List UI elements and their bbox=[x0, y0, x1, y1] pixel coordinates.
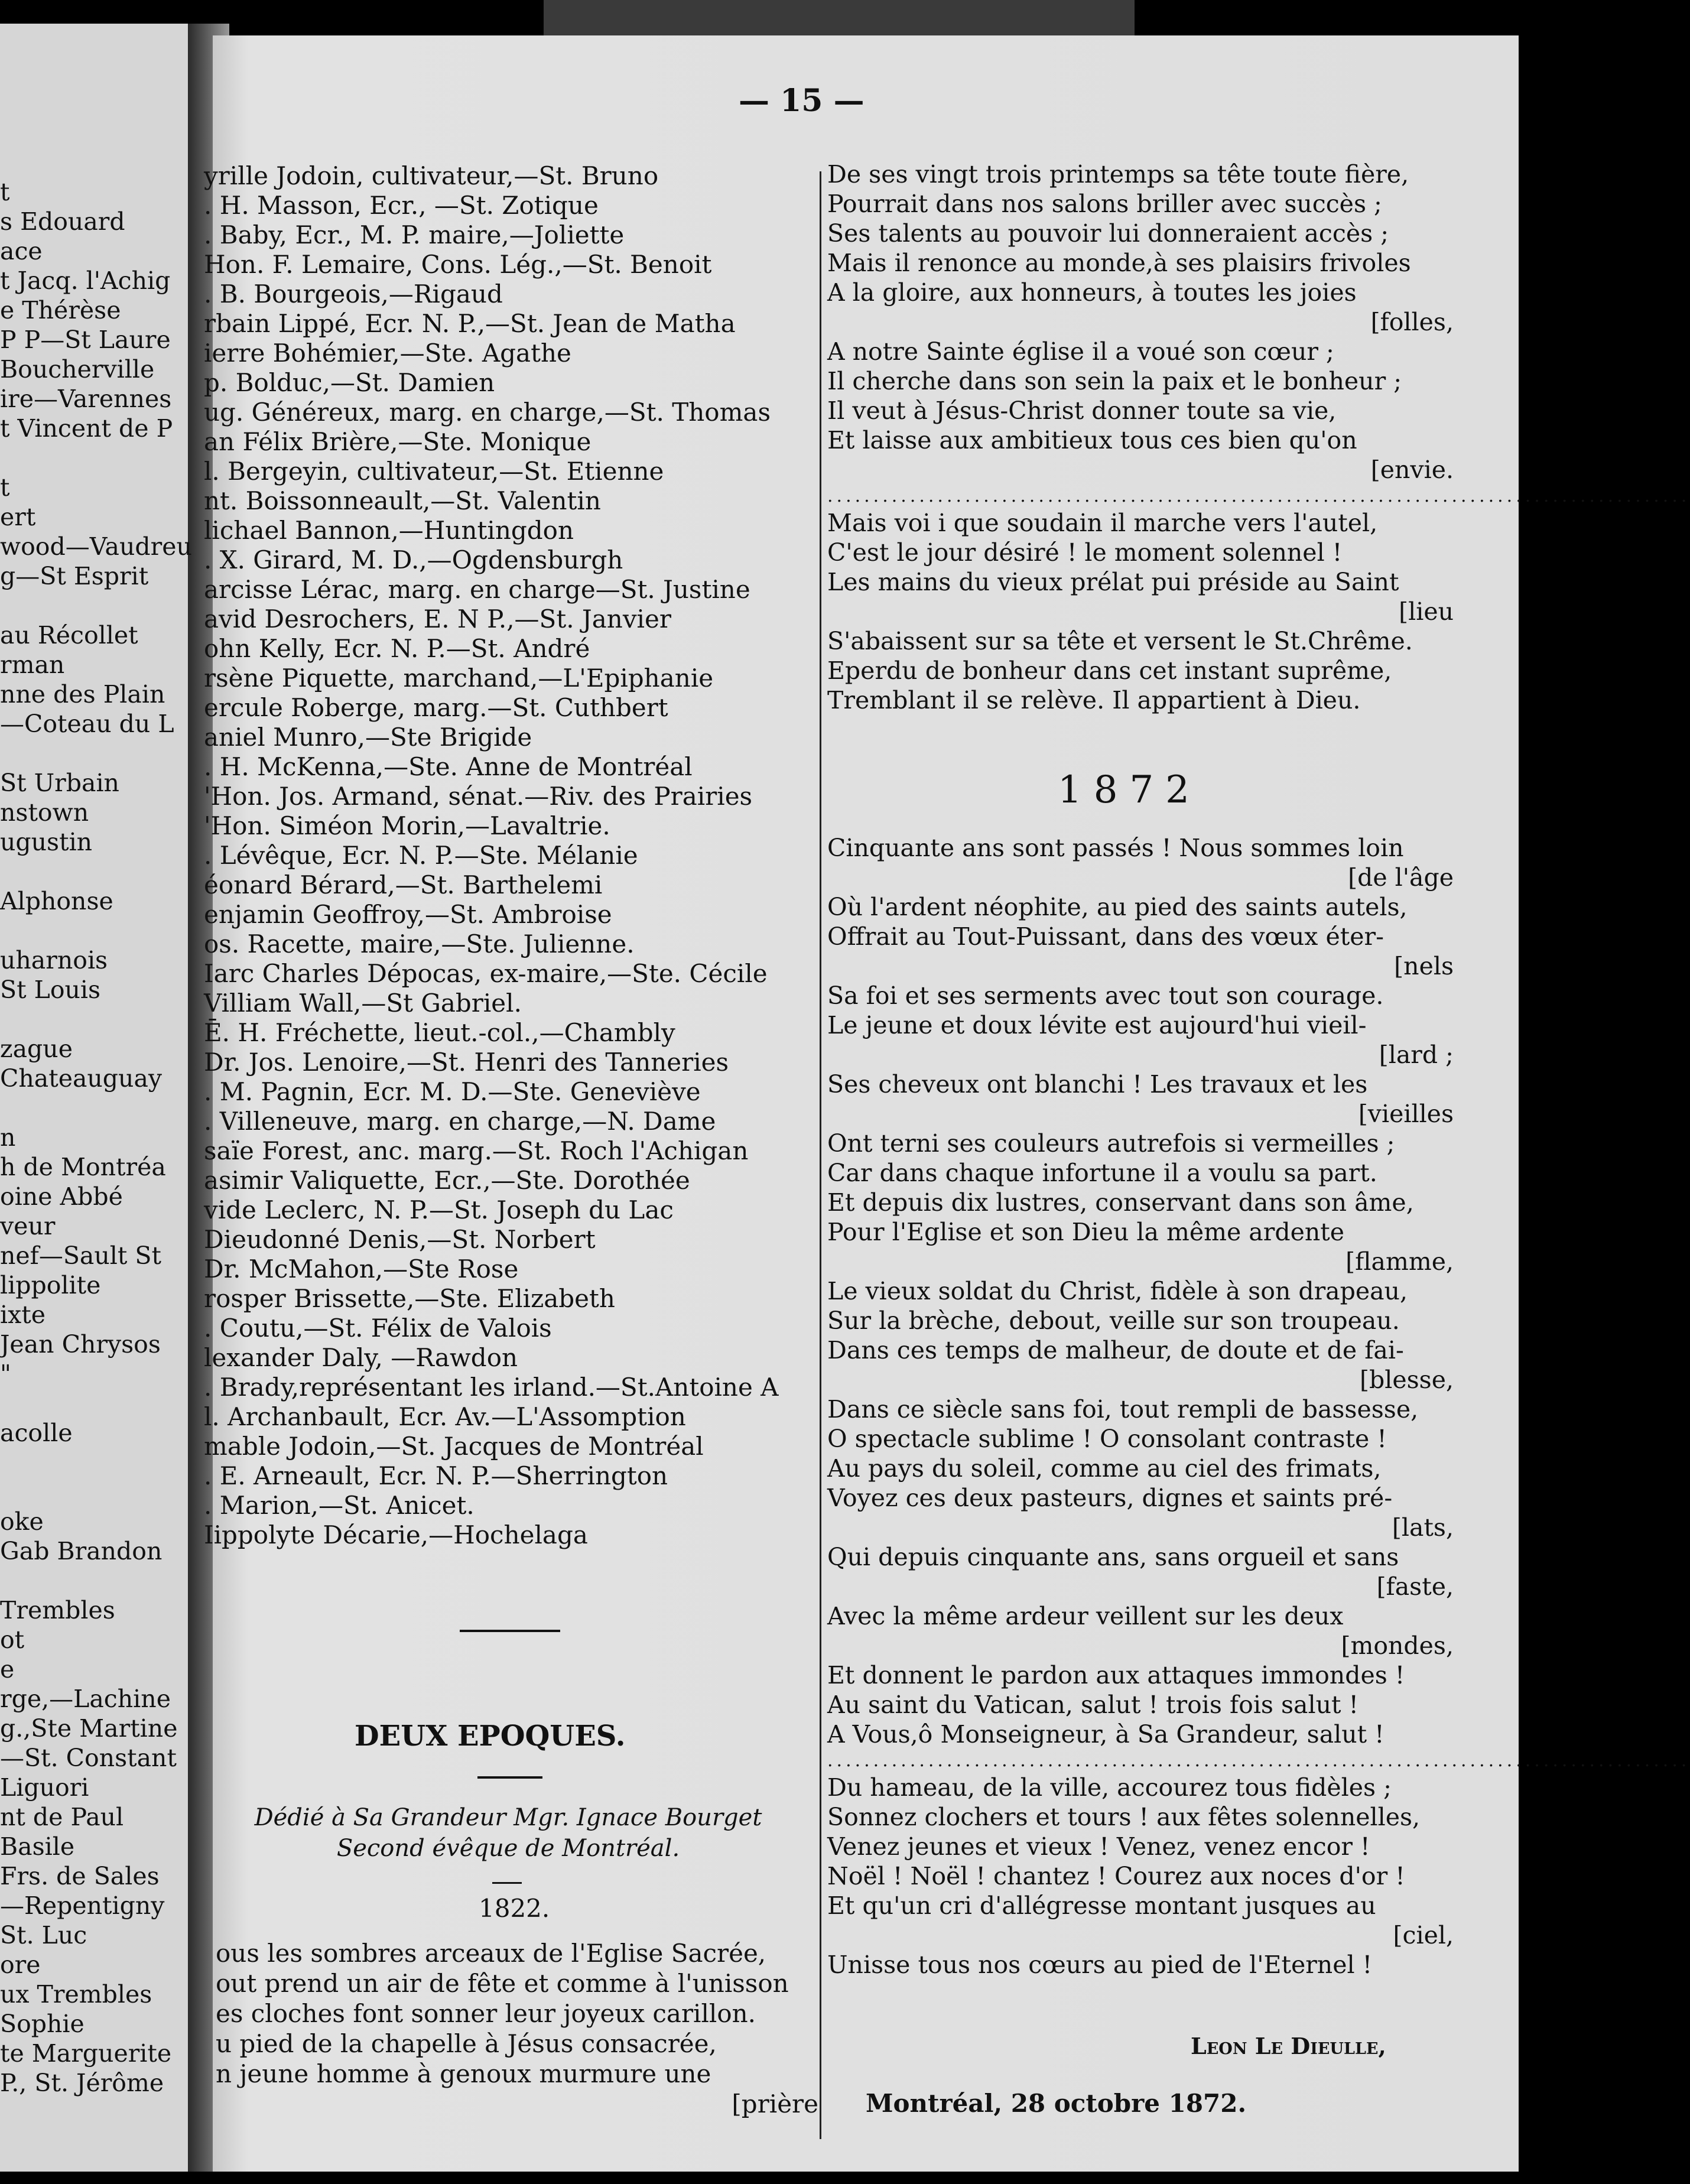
name-entry: enjamin Geoffroy,—St. Ambroise bbox=[204, 900, 612, 929]
poem-line: u pied de la chapelle à Jésus consacrée, bbox=[216, 2029, 717, 2058]
poem-line: out prend un air de fête et comme à l'unisson bbox=[216, 1969, 789, 1998]
left-fragment-line: t bbox=[0, 473, 10, 502]
poem-line: Car dans chaque infortune il a voulu sa part. bbox=[827, 1159, 1377, 1187]
name-entry: Dr. McMahon,—Ste Rose bbox=[204, 1254, 519, 1283]
left-fragment-line: ore bbox=[0, 1951, 41, 1979]
left-fragment-line: —St. Constant bbox=[0, 1744, 177, 1772]
left-fragment-line: St Urbain bbox=[0, 769, 119, 797]
poem-line: Voyez ces deux pasteurs, dignes et saints pré- bbox=[827, 1484, 1393, 1512]
left-fragment-line: ux Trembles bbox=[0, 1980, 152, 2008]
left-fragment-line bbox=[0, 739, 204, 768]
poem-line: [lieu bbox=[1399, 597, 1454, 626]
name-entry: ohn Kelly, Ecr. N. P.—St. André bbox=[204, 634, 590, 663]
name-entry: . Lévêque, Ecr. N. P.—Ste. Mélanie bbox=[204, 841, 638, 870]
poem-line: n jeune homme à genoux murmure une bbox=[216, 2059, 711, 2088]
left-fragment-line: ace bbox=[0, 237, 43, 265]
name-entry: lexander Daly, —Rawdon bbox=[204, 1343, 518, 1372]
poem-line: Et depuis dix lustres, conservant dans son âme, bbox=[827, 1188, 1414, 1217]
name-entry: vide Leclerc, N. P.—St. Joseph du Lac bbox=[204, 1195, 674, 1224]
left-fragment-line: P., St. Jérôme bbox=[0, 2069, 164, 2097]
left-fragment-line: ot bbox=[0, 1626, 25, 1654]
left-fragment-list bbox=[0, 177, 204, 2098]
name-entry: aniel Munro,—Ste Brigide bbox=[204, 723, 532, 752]
name-entry: éonard Bérard,—St. Barthelemi bbox=[204, 870, 603, 899]
name-entry: avid Desrochers, E. N P.,—St. Janvier bbox=[204, 604, 671, 633]
left-fragment-line: Basile bbox=[0, 1832, 75, 1861]
left-fragment-line: Boucherville bbox=[0, 355, 155, 384]
poem-line: es cloches font sonner leur joyeux carillon. bbox=[216, 1999, 756, 2028]
poem-line: Sur la brèche, debout, veille sur son troupeau. bbox=[827, 1306, 1400, 1335]
poem-line: S'abaissent sur sa tête et versent le St.Chrême. bbox=[827, 627, 1413, 655]
poem-line: Du hameau, de la ville, accourez tous fidèles ; bbox=[827, 1773, 1392, 1802]
left-fragment-line bbox=[0, 1005, 204, 1034]
name-entry: . Brady,représentant les irland.—St.Antoine A bbox=[204, 1373, 779, 1402]
left-fragment-line bbox=[0, 1093, 204, 1123]
left-fragment-line: lippolite bbox=[0, 1271, 101, 1299]
left-fragment-line: Sophie bbox=[0, 2010, 84, 2038]
left-fragment-line: n bbox=[0, 1123, 16, 1152]
poem-line: Unisse tous nos cœurs au pied de l'Eternel ! bbox=[827, 1951, 1373, 1979]
poem-line: [envie. bbox=[1370, 456, 1454, 484]
poem-line: Au saint du Vatican, salut ! trois fois salut ! bbox=[827, 1691, 1358, 1719]
left-fragment-line: Alphonse bbox=[0, 887, 113, 915]
name-entry: yrille Jodoin, cultivateur,—St. Bruno bbox=[204, 161, 659, 190]
left-fragment-line bbox=[0, 1389, 204, 1418]
left-fragment-line: —Coteau du L bbox=[0, 710, 174, 738]
left-fragment-line: Trembles bbox=[0, 1596, 115, 1624]
section-title: DEUX EPOQUES. bbox=[355, 1720, 626, 1753]
left-fragment-line: t Jacq. l'Achig bbox=[0, 266, 171, 295]
title-rule bbox=[477, 1776, 542, 1779]
top-edge bbox=[544, 0, 1135, 35]
name-entry: rbain Lippé, Ecr. N. P.,—St. Jean de Matha bbox=[204, 309, 736, 338]
poem-line: A la gloire, aux honneurs, à toutes les joies bbox=[827, 278, 1357, 307]
left-fragment-line: ixte bbox=[0, 1301, 46, 1329]
poem-column bbox=[827, 160, 1690, 715]
poem-line: [lats, bbox=[1392, 1513, 1454, 1542]
left-fragment-line: t bbox=[0, 178, 10, 206]
poem-line: [folles, bbox=[1370, 308, 1454, 336]
poem-line: Tremblant il se relève. Il appartient à Dieu. bbox=[827, 686, 1361, 714]
left-fragment-line: Frs. de Sales bbox=[0, 1862, 160, 1890]
poem-line: Qui depuis cinquante ans, sans orgueil et sans bbox=[827, 1543, 1399, 1571]
poem-line: Cinquante ans sont passés ! Nous sommes loin bbox=[827, 834, 1404, 862]
poem-line: Et qu'un cri d'allégresse montant jusques au bbox=[827, 1892, 1376, 1920]
poem-line: [faste, bbox=[1376, 1572, 1454, 1601]
section-rule bbox=[460, 1630, 560, 1632]
poem-line: Avec la même ardeur veillent sur les deux bbox=[827, 1602, 1344, 1630]
poem-top-stanza bbox=[827, 160, 1454, 485]
poem-line: [prière bbox=[732, 2089, 818, 2118]
left-fragment-line: wood—Vaudreu bbox=[0, 532, 192, 561]
left-fragment-line: veur bbox=[0, 1212, 56, 1240]
left-fragment-line bbox=[0, 916, 204, 945]
name-entry: Ē. H. Fréchette, lieut.-col.,—Chambly bbox=[204, 1018, 675, 1047]
name-entry: an Félix Brière,—Ste. Monique bbox=[204, 427, 592, 456]
place-date: Montréal, 28 octobre 1872. bbox=[866, 2089, 1247, 2118]
name-entry: . H. McKenna,—Ste. Anne de Montréal bbox=[204, 752, 693, 781]
name-entry: ierre Bohémier,—Ste. Agathe bbox=[204, 339, 571, 368]
name-entry: arcisse Lérac, marg. en charge—St. Justine bbox=[204, 575, 750, 604]
year-rule bbox=[492, 1882, 522, 1884]
poem-line: [lard ; bbox=[1379, 1041, 1454, 1069]
names-list bbox=[204, 161, 818, 1550]
poem-line: Mais voi i que soudain il marche vers l'autel, bbox=[827, 509, 1378, 537]
left-fragment-line: oine Abbé bbox=[0, 1182, 123, 1211]
poem-line: Il cherche dans son sein la paix et le bonheur ; bbox=[827, 367, 1402, 395]
name-entry: . E. Arneault, Ecr. N. P.—Sherrington bbox=[204, 1461, 668, 1490]
name-entry: . Marion,—St. Anicet. bbox=[204, 1491, 474, 1520]
poem-line: Dans ces temps de malheur, de doute et de fai- bbox=[827, 1336, 1404, 1364]
left-fragment-line: g—St Esprit bbox=[0, 562, 149, 590]
name-entry: ug. Généreux, marg. en charge,—St. Thomas bbox=[204, 398, 771, 427]
left-fragment-line: P P—St Laure bbox=[0, 326, 171, 354]
left-fragment-line: ire—Varennes bbox=[0, 385, 172, 413]
left-fragment-line: nef—Sault St bbox=[0, 1242, 161, 1270]
left-fragment-line: —Repentigny bbox=[0, 1892, 165, 1920]
poem-line: [flamme, bbox=[1346, 1247, 1454, 1276]
dotted-separator: .............................................................................................. bbox=[827, 486, 1690, 506]
poem-line: [nels bbox=[1394, 952, 1454, 980]
poem-line: Ses cheveux ont blanchi ! Les travaux et les bbox=[827, 1070, 1368, 1098]
poem-line: O spectacle sublime ! O consolant contraste ! bbox=[827, 1425, 1387, 1453]
left-fragment-line: Jean Chrysos bbox=[0, 1330, 161, 1358]
poem-line: Le jeune et doux lévite est aujourd'hui vieil- bbox=[827, 1011, 1367, 1039]
name-entry: . H. Masson, Ecr., —St. Zotique bbox=[204, 191, 599, 220]
poem-line: Et laisse aux ambitieux tous ces bien qu'on bbox=[827, 426, 1357, 454]
left-fragment-line: St. Luc bbox=[0, 1921, 87, 1949]
name-entry: Hon. F. Lemaire, Cons. Lég.,—St. Benoit bbox=[204, 250, 712, 279]
poem-line: Pourrait dans nos salons briller avec succès ; bbox=[827, 190, 1382, 218]
poem-line: [de l'âge bbox=[1348, 863, 1454, 892]
poem-line: C'est le jour désiré ! le moment solennel ! bbox=[827, 538, 1343, 567]
poem-1872-column bbox=[827, 833, 1690, 1980]
left-fragment-line: zague bbox=[0, 1035, 73, 1063]
poem-line: A Vous,ô Monseigneur, à Sa Grandeur, salut ! bbox=[827, 1720, 1384, 1748]
poem-line: Et donnent le pardon aux attaques immondes ! bbox=[827, 1661, 1405, 1689]
name-entry: Villiam Wall,—St Gabriel. bbox=[204, 989, 522, 1018]
left-fragment-line: te Marguerite bbox=[0, 2039, 172, 2068]
left-fragment-line bbox=[0, 1477, 204, 1507]
section-year-1872: 1872 bbox=[1058, 768, 1201, 812]
poem-final-stanza bbox=[827, 1773, 1454, 1980]
poem-line: Pour l'Eglise et son Dieu la même ardente bbox=[827, 1218, 1344, 1246]
poem-line: Venez jeunes et vieux ! Venez, venez encor ! bbox=[827, 1832, 1370, 1861]
left-fragment-line: uharnois bbox=[0, 946, 108, 974]
poem-1872-stanza bbox=[827, 833, 1454, 1749]
name-entry: Dieudonné Denis,—St. Norbert bbox=[204, 1225, 596, 1254]
name-entry: 'Hon. Siméon Morin,—Lavaltrie. bbox=[204, 811, 610, 840]
poem-line: Eperdu de bonheur dans cet instant suprême, bbox=[827, 656, 1392, 685]
left-fragment-line: " bbox=[0, 1360, 11, 1388]
left-fragment-line bbox=[0, 443, 204, 473]
poem-line: Au pays du soleil, comme au ciel des frimats, bbox=[827, 1454, 1382, 1483]
name-entry: os. Racette, maire,—Ste. Julienne. bbox=[204, 930, 635, 958]
name-entry: mable Jodoin,—St. Jacques de Montréal bbox=[204, 1432, 704, 1461]
poem-line: Ses talents au pouvoir lui donneraient accès ; bbox=[827, 219, 1389, 248]
left-fragment-line: h de Montréa bbox=[0, 1153, 166, 1181]
left-fragment-line: e Thérèse bbox=[0, 296, 121, 324]
name-entry: ercule Roberge, marg.—St. Cuthbert bbox=[204, 693, 668, 722]
poem-middle-stanza bbox=[827, 508, 1454, 715]
dedication bbox=[248, 1802, 768, 1864]
left-fragment-line: rman bbox=[0, 651, 65, 679]
left-fragment-line: au Récollet bbox=[0, 621, 138, 649]
name-entry: 'Hon. Jos. Armand, sénat.—Riv. des Prairies bbox=[204, 782, 753, 811]
poem-line: ous les sombres arceaux de l'Eglise Sacrée, bbox=[216, 1939, 766, 1968]
name-entry: . X. Girard, M. D.,—Ogdensburgh bbox=[204, 545, 623, 574]
name-entry: . B. Bourgeois,—Rigaud bbox=[204, 280, 503, 308]
left-fragment-line: nne des Plain bbox=[0, 680, 165, 708]
left-fragment-line: ugustin bbox=[0, 828, 93, 856]
name-entry: rsène Piquette, marchand,—L'Epiphanie bbox=[204, 664, 714, 693]
left-fragment-line: Gab Brandon bbox=[0, 1537, 162, 1565]
left-fragment-line: g.,Ste Martine bbox=[0, 1714, 178, 1743]
left-fragment-line bbox=[0, 1448, 204, 1477]
poem-line: [blesse, bbox=[1360, 1366, 1454, 1394]
name-entry: . M. Pagnin, Ecr. M. D.—Ste. Geneviève bbox=[204, 1077, 701, 1106]
name-entry: lichael Bannon,—Huntingdon bbox=[204, 516, 574, 545]
left-fragment-line: s Edouard bbox=[0, 207, 125, 236]
left-fragment-line bbox=[0, 857, 204, 886]
poem-1822-stanza bbox=[216, 1938, 818, 2119]
poem-line: Où l'ardent néophite, au pied des saints autels, bbox=[827, 893, 1408, 921]
name-entry: l. Bergeyin, cultivateur,—St. Etienne bbox=[204, 457, 664, 486]
poem-line: Il veut à Jésus-Christ donner toute sa vie, bbox=[827, 396, 1337, 425]
left-fragment-line: e bbox=[0, 1655, 15, 1684]
poem-line: Noël ! Noël ! chantez ! Courez aux noces d'or ! bbox=[827, 1862, 1405, 1890]
left-fragment-line: nt de Paul bbox=[0, 1803, 124, 1831]
left-fragment-line: t Vincent de P bbox=[0, 414, 173, 443]
name-entry: l. Archanbault, Ecr. Av.—L'Assomption bbox=[204, 1402, 686, 1431]
left-fragment-line: nstown bbox=[0, 798, 89, 827]
poem-line: Le vieux soldat du Christ, fidèle à son drapeau, bbox=[827, 1277, 1408, 1305]
name-entry: asimir Valiquette, Ecr.,—Ste. Dorothée bbox=[204, 1166, 690, 1195]
author-signature: Leon Le Dieulle, bbox=[1191, 2033, 1386, 2059]
column-divider bbox=[820, 171, 821, 2139]
name-entry: Iippolyte Décarie,—Hochelaga bbox=[204, 1520, 588, 1549]
name-entry: Iarc Charles Dépocas, ex-maire,—Ste. Cécile bbox=[204, 959, 768, 988]
left-fragment-line: St Louis bbox=[0, 976, 101, 1004]
poem-line: Sonnez clochers et tours ! aux fêtes solennelles, bbox=[827, 1803, 1421, 1831]
name-entry: Dr. Jos. Lenoire,—St. Henri des Tanneries bbox=[204, 1048, 729, 1077]
poem-line: Mais il renonce au monde,à ses plaisirs frivoles bbox=[827, 249, 1411, 277]
name-entry: . Villeneuve, marg. en charge,—N. Dame bbox=[204, 1107, 716, 1136]
left-fragment-line: ert bbox=[0, 503, 36, 531]
poem-line: [vieilles bbox=[1358, 1100, 1454, 1128]
poem-line: Les mains du vieux prélat pui préside au Saint bbox=[827, 568, 1399, 596]
dedication-line-2: Second évêque de Montréal. bbox=[336, 1835, 680, 1862]
poem-line: De ses vingt trois printemps sa tête toute fière, bbox=[827, 160, 1409, 188]
name-entry: saïe Forest, anc. marg.—St. Roch l'Achigan bbox=[204, 1136, 749, 1165]
left-fragment-line: acolle bbox=[0, 1419, 73, 1447]
name-entry: rosper Brissette,—Ste. Elizabeth bbox=[204, 1284, 615, 1313]
poem-line: A notre Sainte église il a voué son cœur ; bbox=[827, 337, 1334, 366]
name-entry: nt. Boissonneault,—St. Valentin bbox=[204, 486, 601, 515]
poem-line: Offrait au Tout-Puissant, dans des vœux éter- bbox=[827, 922, 1384, 951]
name-entry: . Coutu,—St. Félix de Valois bbox=[204, 1314, 552, 1343]
left-fragment-line: rge,—Lachine bbox=[0, 1685, 171, 1713]
dedication-line-1: Dédié à Sa Grandeur Mgr. Ignace Bourget bbox=[254, 1804, 762, 1831]
name-entry: p. Bolduc,—St. Damien bbox=[204, 368, 495, 397]
left-fragment-line: Chateauguay bbox=[0, 1064, 162, 1093]
left-fragment-line: Liguori bbox=[0, 1773, 89, 1802]
poem-line: [mondes, bbox=[1341, 1632, 1454, 1660]
left-fragment-line bbox=[0, 591, 204, 620]
left-fragment-line: oke bbox=[0, 1507, 44, 1536]
dotted-separator-2: .............................................................................................. bbox=[827, 1750, 1690, 1771]
left-fragment-line bbox=[0, 1566, 204, 1595]
poem-line: [ciel, bbox=[1393, 1921, 1454, 1949]
poem-line: Sa foi et ses serments avec tout son courage. bbox=[827, 982, 1384, 1010]
section-year-1822: 1822. bbox=[479, 1894, 550, 1923]
name-entry: . Baby, Ecr., M. P. maire,—Joliette bbox=[204, 220, 625, 249]
page-number: — 15 — bbox=[739, 83, 864, 119]
poem-line: Dans ce siècle sans foi, tout rempli de bassesse, bbox=[827, 1395, 1419, 1424]
poem-line: Ont terni ses couleurs autrefois si vermeilles ; bbox=[827, 1129, 1395, 1158]
